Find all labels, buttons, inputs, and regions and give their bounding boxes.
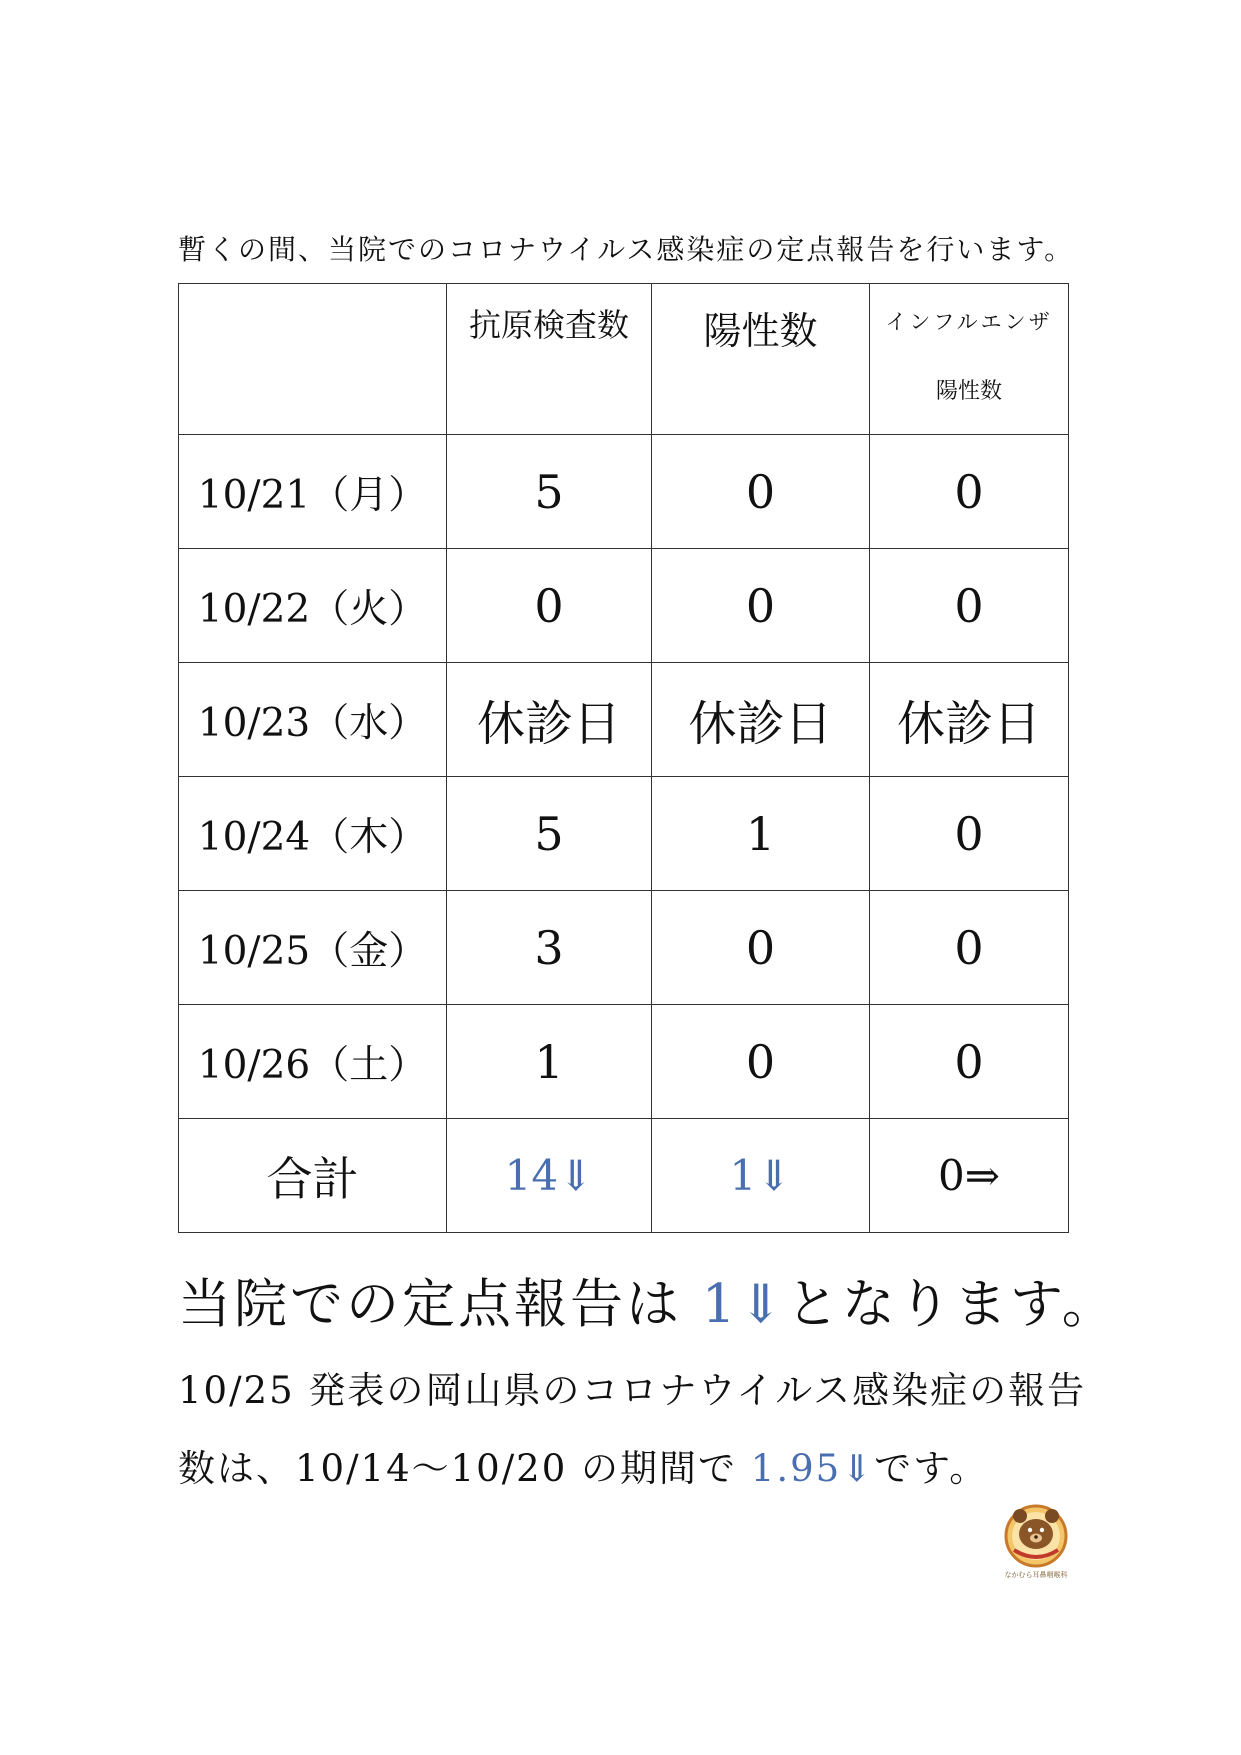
- header-antigen-label: 抗原検査数: [468, 306, 629, 344]
- summary-before: 当院での定点報告は: [178, 1274, 702, 1335]
- header-positive: [652, 284, 870, 435]
- table-row: [179, 777, 1069, 891]
- row-flu: 0: [870, 1005, 1069, 1119]
- row-date: 10/22（火）: [179, 549, 447, 663]
- total-label: 合計: [179, 1119, 447, 1233]
- intro-text: 暫くの間、当院でのコロナウイルス感染症の定点報告を行います。: [178, 233, 1075, 266]
- logo-text: なかむら耳鼻咽喉科: [1004, 1571, 1068, 1579]
- table-row: [179, 663, 1069, 777]
- header-flu-line1: インフルエンザ: [885, 310, 1053, 334]
- row-flu: 休診日: [870, 663, 1069, 777]
- row-positive: 0: [652, 435, 870, 549]
- row-antigen: 3: [447, 891, 652, 1005]
- header-flu: [870, 284, 1069, 435]
- total-positive: 1⇓: [652, 1119, 870, 1233]
- row-flu: 0: [870, 435, 1069, 549]
- row-date: 10/23（水）: [179, 663, 447, 777]
- row-date: 10/26（土）: [179, 1005, 447, 1119]
- paragraph-line2-after: です。: [874, 1447, 989, 1490]
- paragraph-line2: [178, 1438, 988, 1492]
- row-flu: 0: [870, 549, 1069, 663]
- row-flu: 0: [870, 891, 1069, 1005]
- row-date: 10/21（月）: [179, 435, 447, 549]
- header-flu-line2: 陽性数: [935, 379, 1002, 404]
- row-flu: 0: [870, 777, 1069, 891]
- summary-value: 1⇓: [701, 1274, 786, 1335]
- row-positive: 0: [652, 891, 870, 1005]
- row-positive: 0: [652, 1005, 870, 1119]
- table-row: [179, 549, 1069, 663]
- paragraph-line1: 10/25 発表の岡山県のコロナウイルス感染症の報告: [178, 1369, 1087, 1412]
- total-antigen: 14⇓: [447, 1119, 652, 1233]
- table-row: [179, 891, 1069, 1005]
- table-row: [179, 1005, 1069, 1119]
- summary-text: [178, 1262, 1118, 1338]
- paragraph-line2-before: 数は、10/14〜10/20 の期間で: [178, 1447, 751, 1490]
- row-date: 10/25（金）: [179, 891, 447, 1005]
- paragraph-value: 1.95⇓: [750, 1447, 875, 1490]
- row-date: 10/24（木）: [179, 777, 447, 891]
- table-header-row: [179, 284, 1069, 435]
- row-antigen: 休診日: [447, 663, 652, 777]
- header-empty: [179, 284, 447, 435]
- row-antigen: 5: [447, 777, 652, 891]
- header-antigen: [447, 284, 652, 435]
- table-row: [179, 435, 1069, 549]
- header-positive-label: 陽性数: [703, 309, 818, 353]
- table-total-row: [179, 1119, 1069, 1233]
- row-positive: 1: [652, 777, 870, 891]
- summary-after: となります。: [786, 1274, 1118, 1335]
- row-positive: 休診日: [652, 663, 870, 777]
- report-table: [178, 283, 1069, 1233]
- row-antigen: 0: [447, 549, 652, 663]
- total-flu: 0⇒: [870, 1119, 1069, 1233]
- row-antigen: 5: [447, 435, 652, 549]
- row-positive: 0: [652, 549, 870, 663]
- row-antigen: 1: [447, 1005, 652, 1119]
- bear-logo-icon: [1000, 1500, 1072, 1568]
